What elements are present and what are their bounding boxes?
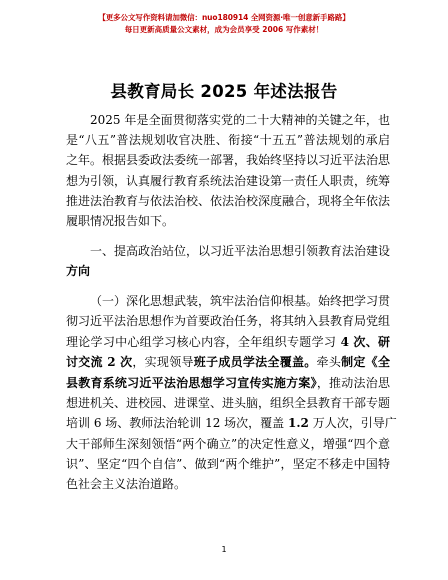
document-title: 县教育局长 2025 年述法报告 bbox=[110, 82, 338, 101]
para-line-10: 色社会主义法治道路。 bbox=[66, 477, 187, 491]
intro-line-2: 是“八五”普法规划收官决胜、衔接“十五五”普法规划的承启 bbox=[66, 133, 390, 147]
para-line-2: 彻习近平法治思想作为首要政治任务，将其纳入县教育局党组 bbox=[66, 314, 391, 328]
intro-line-1: 2025 年是全面贯彻落实党的二十大精神的关键之年，也 bbox=[90, 113, 390, 127]
intro-line-3: 之年。根据县委政法委统一部署，我始终坚持以习近平法治思 bbox=[66, 153, 391, 167]
para-line-9: 识”、坚定“四个自信”、做到“两个维护”，坚定不移走中国特 bbox=[66, 457, 390, 471]
para-line-1: （一）深化思想武装，筑牢法治信仰根基。始终把学习贯 bbox=[90, 294, 391, 308]
para-line-3: 理论学习中心组学习核心内容，全年组织专题学习 4 次、研 bbox=[66, 335, 390, 349]
para-line-8: 大干部师生深刻领悟“两个确立”的决定性意义，增强“四个意 bbox=[66, 437, 390, 451]
intro-line-4: 想为引领，认真履行教育系统法治建设第一责任人职责，统筹 bbox=[66, 174, 391, 188]
para-line-6: 想进机关、进校园、进课堂、进头脑，组织全县教育干部专题 bbox=[66, 396, 391, 410]
para-line-4: 讨交流 2 次，实现领导班子成员学法全覆盖。牵头制定《全 bbox=[66, 355, 390, 369]
promo-banner-line-2: 每日更新高质量公文素材，成为会员享受 2006 写作素材！ bbox=[124, 25, 324, 34]
page-number: 1 bbox=[221, 545, 227, 554]
para-line-7: 培训 6 场、教师法治轮训 12 场次，覆盖 1.2 万人次，引导广 bbox=[66, 416, 397, 430]
section-heading-line-2: 方向 bbox=[66, 264, 91, 278]
intro-line-5: 推进法治教育与依法治校、依法治校深度融合，现将全年依法 bbox=[66, 194, 391, 208]
section-heading-line-1: 一、提高政治站位，以习近平法治思想引领教育法治建设 bbox=[90, 244, 391, 258]
intro-line-6: 履职情况报告如下。 bbox=[66, 214, 175, 228]
para-line-5: 县教育系统习近平法治思想学习宣传实施方案》，推动法治思 bbox=[66, 376, 390, 390]
promo-banner-line-1: 【更多公文写作资料请加微信：nuo180914 全网资源·唯一创意新手路路】 bbox=[98, 13, 350, 22]
